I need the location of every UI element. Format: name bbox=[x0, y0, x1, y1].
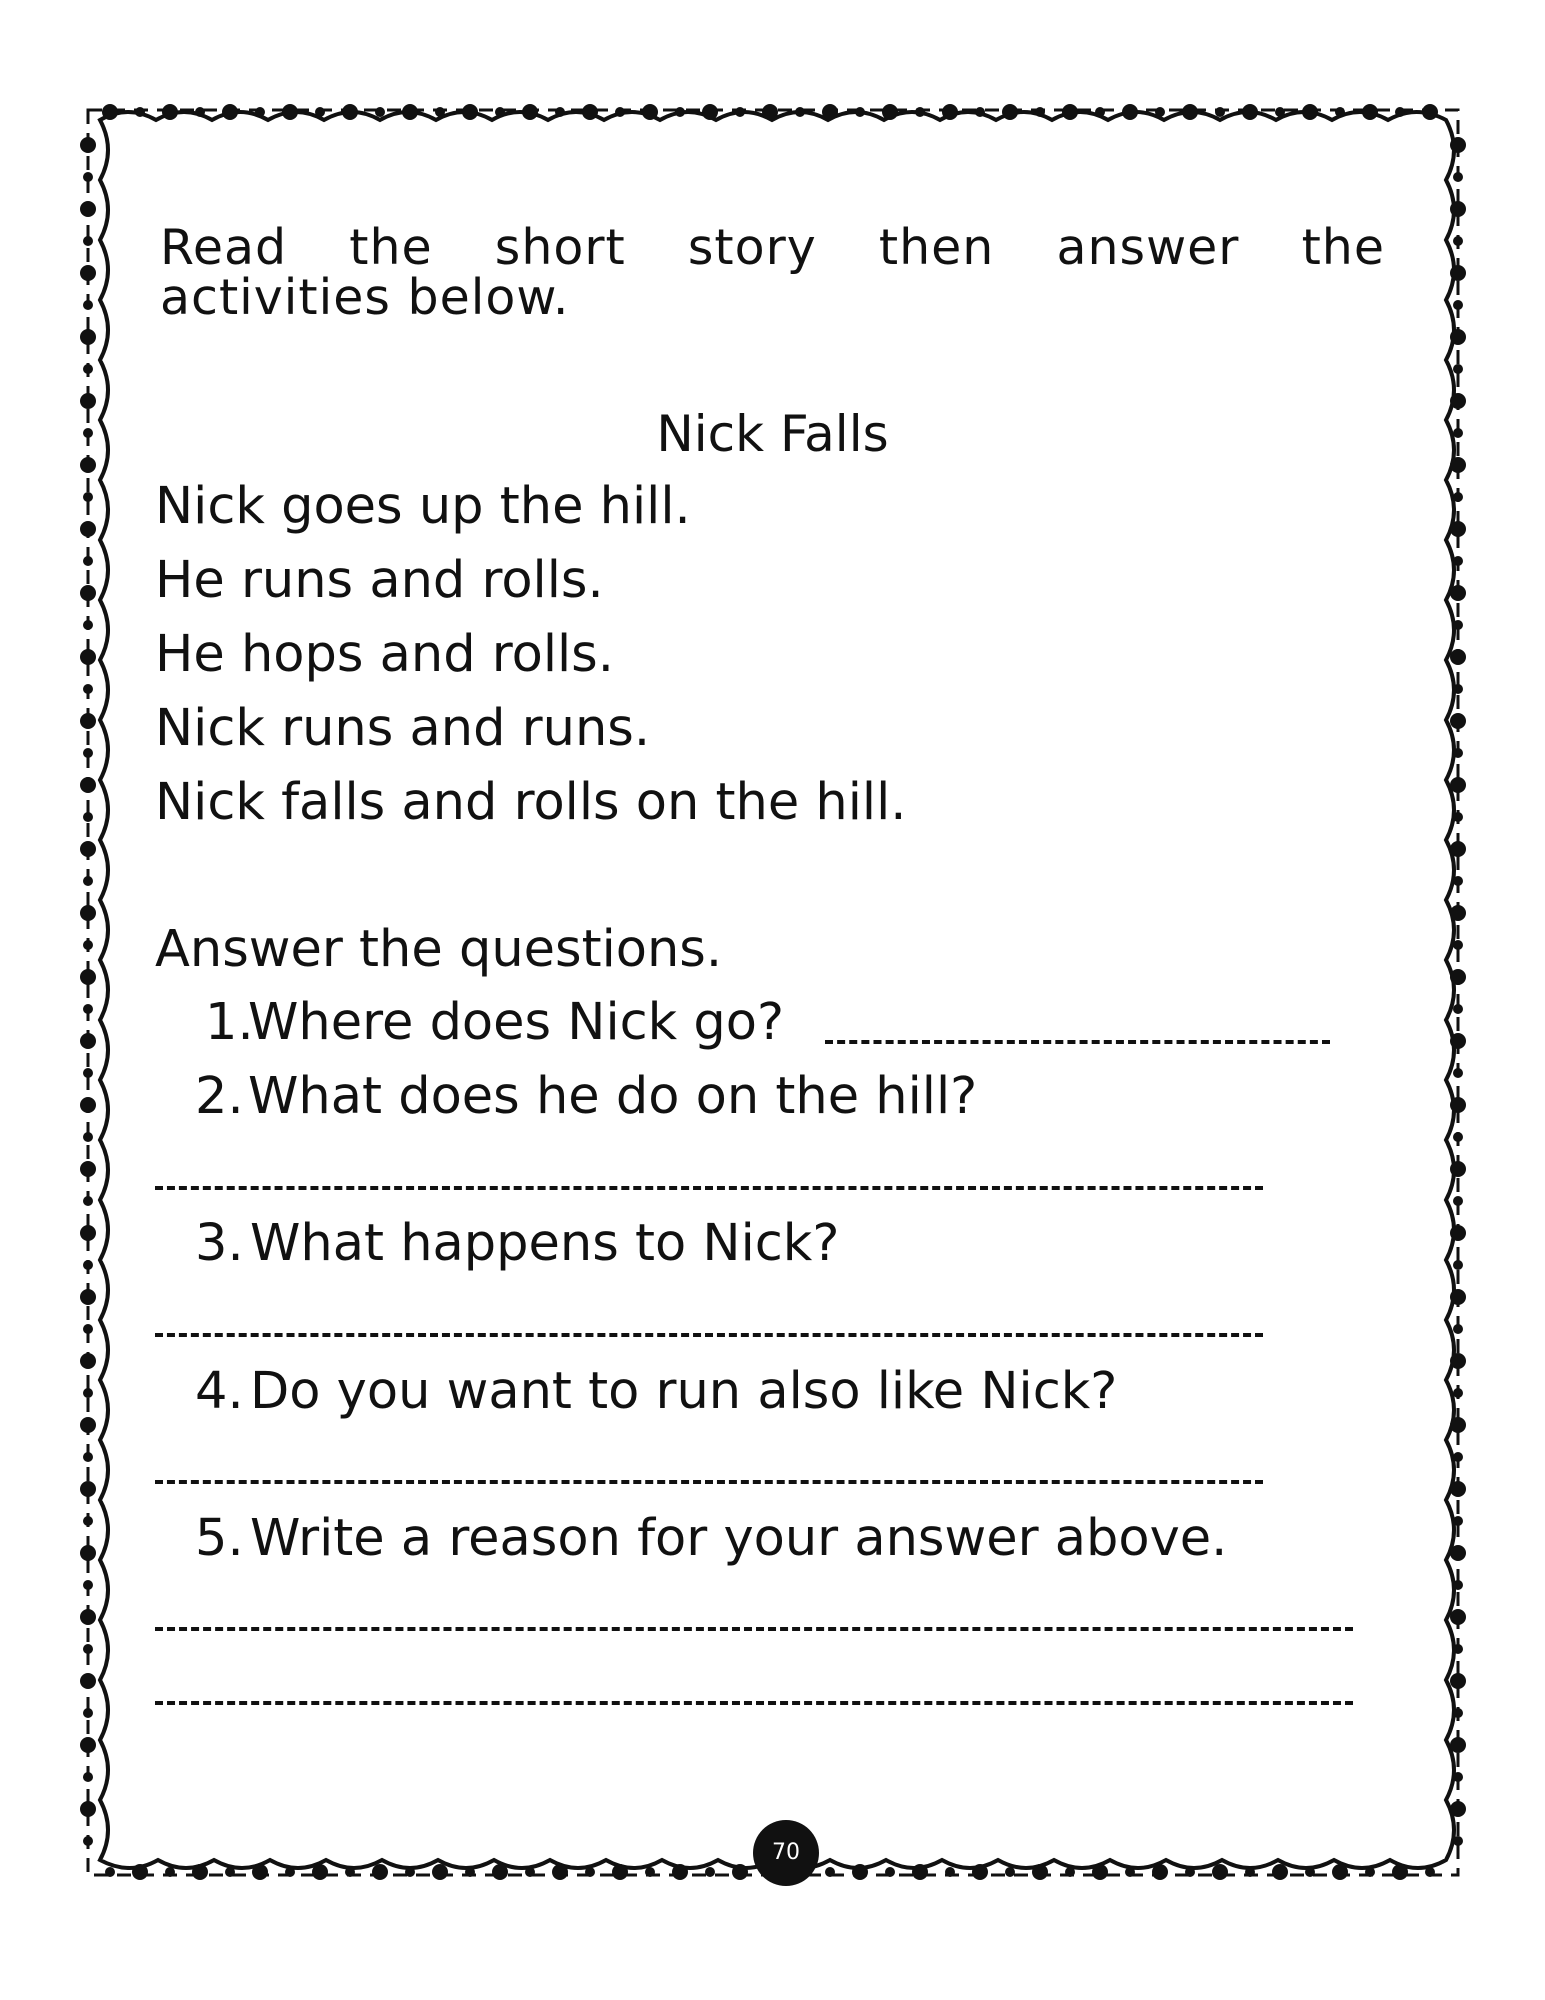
border-dot bbox=[1032, 1864, 1048, 1880]
story-line: He hops and rolls. bbox=[155, 625, 614, 684]
border-dot bbox=[552, 1864, 568, 1880]
border-dot bbox=[795, 107, 805, 117]
border-dot bbox=[1453, 1196, 1463, 1206]
border-dot bbox=[312, 1864, 328, 1880]
border-dot bbox=[1335, 107, 1345, 117]
border-dot bbox=[1450, 841, 1466, 857]
border-dot bbox=[1453, 1580, 1463, 1590]
border-dot bbox=[80, 201, 96, 217]
question-2-text: What does he do on the hill? bbox=[248, 1067, 978, 1126]
border-dot bbox=[80, 1289, 96, 1305]
border-dot bbox=[83, 1452, 93, 1462]
border-dot bbox=[1242, 104, 1258, 120]
border-wavy-line bbox=[100, 112, 1454, 1868]
border-dot bbox=[1453, 620, 1463, 630]
border-dot bbox=[1450, 1545, 1466, 1561]
border-dot bbox=[80, 329, 96, 345]
border-dot bbox=[80, 585, 96, 601]
border-dot bbox=[705, 1867, 715, 1877]
border-dot bbox=[1362, 104, 1378, 120]
border-dot bbox=[1422, 104, 1438, 120]
border-dot bbox=[342, 104, 358, 120]
border-dot bbox=[1450, 1033, 1466, 1049]
border-dot bbox=[83, 556, 93, 566]
border-dot bbox=[612, 1864, 628, 1880]
border-dot bbox=[432, 1864, 448, 1880]
border-dot bbox=[83, 1580, 93, 1590]
border-dot bbox=[1155, 107, 1165, 117]
border-dot bbox=[1065, 1867, 1075, 1877]
border-dot bbox=[492, 1864, 508, 1880]
border-dot bbox=[732, 1864, 748, 1880]
border-dot bbox=[1002, 104, 1018, 120]
border-dot bbox=[83, 1836, 93, 1846]
question-4-text: Do you want to run also like Nick? bbox=[250, 1362, 1118, 1421]
border-dot bbox=[80, 1225, 96, 1241]
question-2-number: 2. bbox=[195, 1067, 244, 1126]
border-dot bbox=[1395, 107, 1405, 117]
border-dot bbox=[282, 104, 298, 120]
answer-3-line[interactable] bbox=[155, 1333, 1263, 1337]
border-dot bbox=[1453, 940, 1463, 950]
border-dot bbox=[975, 107, 985, 117]
border-dot bbox=[195, 107, 205, 117]
border-dot bbox=[162, 104, 178, 120]
border-dot bbox=[83, 748, 93, 758]
border-dot bbox=[1152, 1864, 1168, 1880]
border-dot bbox=[972, 1864, 988, 1880]
border-dot bbox=[80, 1417, 96, 1433]
border-dot bbox=[1450, 777, 1466, 793]
border-dot bbox=[80, 1481, 96, 1497]
answer-2-line[interactable] bbox=[155, 1186, 1263, 1190]
border-dot bbox=[495, 107, 505, 117]
question-1-number: 1. bbox=[205, 993, 254, 1052]
page-number-badge: 70 bbox=[753, 1820, 819, 1886]
question-5-text: Write a reason for your answer above. bbox=[250, 1509, 1228, 1568]
border-dot bbox=[1450, 713, 1466, 729]
border-dot bbox=[1450, 1097, 1466, 1113]
border-dot bbox=[822, 104, 838, 120]
border-dot bbox=[1450, 1801, 1466, 1817]
border-dot bbox=[83, 1708, 93, 1718]
border-dot bbox=[83, 1260, 93, 1270]
border-dot bbox=[83, 620, 93, 630]
border-dot bbox=[1453, 1772, 1463, 1782]
border-dot bbox=[702, 104, 718, 120]
border-dot bbox=[1453, 1068, 1463, 1078]
border-dot bbox=[1212, 1864, 1228, 1880]
border-dot bbox=[80, 969, 96, 985]
border-dot bbox=[1092, 1864, 1108, 1880]
border-dot bbox=[1450, 1289, 1466, 1305]
story-title: Nick Falls bbox=[656, 405, 889, 463]
border-dot bbox=[1125, 1867, 1135, 1877]
border-dot bbox=[1453, 1452, 1463, 1462]
border-dot bbox=[83, 364, 93, 374]
border-dot bbox=[1450, 1417, 1466, 1433]
border-dot bbox=[1062, 104, 1078, 120]
border-dot bbox=[80, 1609, 96, 1625]
border-dot bbox=[80, 649, 96, 665]
border-dot bbox=[83, 236, 93, 246]
border-dot bbox=[80, 777, 96, 793]
border-dot bbox=[372, 1864, 388, 1880]
border-dot bbox=[1453, 684, 1463, 694]
border-dot bbox=[912, 1864, 928, 1880]
border-dot bbox=[1453, 812, 1463, 822]
border-dot bbox=[80, 1097, 96, 1113]
questions-heading: Answer the questions. bbox=[155, 920, 723, 979]
border-dot bbox=[83, 1324, 93, 1334]
instructions-line-2: activities below. bbox=[160, 269, 570, 326]
border-dot bbox=[83, 812, 93, 822]
border-dot bbox=[675, 107, 685, 117]
answer-5-line-2[interactable] bbox=[155, 1701, 1353, 1705]
border-dot bbox=[525, 1867, 535, 1877]
border-dot bbox=[83, 1004, 93, 1014]
border-dot bbox=[1392, 1864, 1408, 1880]
border-dot bbox=[1453, 1260, 1463, 1270]
border-dot bbox=[1272, 1864, 1288, 1880]
border-dot bbox=[83, 1196, 93, 1206]
instructions-line-1: Read the short story then answer the bbox=[160, 219, 1385, 276]
border-dot bbox=[1453, 1324, 1463, 1334]
story-line: Nick goes up the hill. bbox=[155, 477, 691, 536]
border-dots bbox=[80, 104, 1466, 1880]
border-dot bbox=[1453, 364, 1463, 374]
border-dot bbox=[80, 713, 96, 729]
border-dot bbox=[1425, 1867, 1435, 1877]
border-dot bbox=[1450, 1673, 1466, 1689]
border-dot bbox=[1095, 107, 1105, 117]
border-dot bbox=[735, 107, 745, 117]
border-dot bbox=[1185, 1867, 1195, 1877]
border-dot bbox=[83, 1132, 93, 1142]
border-dot bbox=[642, 104, 658, 120]
border-dot bbox=[1305, 1867, 1315, 1877]
border-dot bbox=[915, 107, 925, 117]
border-dot bbox=[80, 265, 96, 281]
border-dot bbox=[1450, 137, 1466, 153]
border-dot bbox=[1453, 876, 1463, 886]
border-dot bbox=[1453, 748, 1463, 758]
border-dot bbox=[1453, 300, 1463, 310]
border-dot bbox=[885, 1867, 895, 1877]
story-line: He runs and rolls. bbox=[155, 551, 604, 610]
border-dot bbox=[83, 1644, 93, 1654]
border-dot bbox=[83, 876, 93, 886]
border-dot bbox=[852, 1864, 868, 1880]
border-dot bbox=[83, 492, 93, 502]
border-dot bbox=[1450, 1609, 1466, 1625]
question-5-number: 5. bbox=[195, 1509, 244, 1568]
border-dot bbox=[585, 1867, 595, 1877]
border-dot bbox=[1245, 1867, 1255, 1877]
border-dot bbox=[1450, 1737, 1466, 1753]
answer-4-line[interactable] bbox=[155, 1480, 1263, 1484]
border-dot bbox=[435, 107, 445, 117]
border-dot bbox=[80, 841, 96, 857]
border-dot bbox=[1453, 1516, 1463, 1526]
border-dot bbox=[672, 1864, 688, 1880]
border-dot bbox=[1453, 492, 1463, 502]
story-line: Nick falls and rolls on the hill. bbox=[155, 773, 907, 832]
border-dot bbox=[762, 104, 778, 120]
border-dot bbox=[405, 1867, 415, 1877]
border-dot bbox=[1450, 649, 1466, 665]
border-dot bbox=[1450, 1353, 1466, 1369]
border-dot bbox=[855, 107, 865, 117]
border-dot bbox=[462, 104, 478, 120]
border-dot bbox=[1450, 521, 1466, 537]
border-dot bbox=[1453, 556, 1463, 566]
question-3-number: 3. bbox=[195, 1214, 244, 1273]
border-dot bbox=[1275, 107, 1285, 117]
border-dot bbox=[83, 1068, 93, 1078]
border-dot bbox=[882, 104, 898, 120]
border-dot bbox=[83, 172, 93, 182]
border-dot bbox=[1450, 329, 1466, 345]
answer-5-line-1[interactable] bbox=[155, 1627, 1353, 1631]
border-dot bbox=[80, 1161, 96, 1177]
border-dot bbox=[615, 107, 625, 117]
border-dot bbox=[80, 1545, 96, 1561]
border-dot bbox=[192, 1864, 208, 1880]
border-dot bbox=[1450, 585, 1466, 601]
border-dot bbox=[1005, 1867, 1015, 1877]
border-dot bbox=[80, 1353, 96, 1369]
border-dot bbox=[582, 104, 598, 120]
border-dot bbox=[135, 107, 145, 117]
border-dot bbox=[1332, 1864, 1348, 1880]
border-dot bbox=[1450, 201, 1466, 217]
border-dot bbox=[165, 1867, 175, 1877]
border-dot bbox=[83, 1772, 93, 1782]
border-dot bbox=[1182, 104, 1198, 120]
border-dot bbox=[402, 104, 418, 120]
border-dot bbox=[1453, 172, 1463, 182]
border-dot bbox=[942, 104, 958, 120]
border-dot bbox=[1450, 1161, 1466, 1177]
border-dot bbox=[465, 1867, 475, 1877]
question-1-text: Where does Nick go? bbox=[248, 993, 785, 1052]
border-dot bbox=[83, 1516, 93, 1526]
border-dot bbox=[252, 1864, 268, 1880]
border-dot bbox=[80, 1033, 96, 1049]
border-dot bbox=[1453, 1132, 1463, 1142]
border-dot bbox=[1450, 905, 1466, 921]
border-dot bbox=[105, 1867, 115, 1877]
border-dot bbox=[1453, 1388, 1463, 1398]
border-dot bbox=[80, 137, 96, 153]
border-dot bbox=[80, 905, 96, 921]
border-dot bbox=[1302, 104, 1318, 120]
border-dot bbox=[315, 107, 325, 117]
border-dot bbox=[83, 684, 93, 694]
border-dot bbox=[80, 1673, 96, 1689]
border-dot bbox=[1450, 1225, 1466, 1241]
border-dot bbox=[102, 104, 118, 120]
border-dot bbox=[522, 104, 538, 120]
border-dot bbox=[83, 1388, 93, 1398]
border-dot bbox=[945, 1867, 955, 1877]
border-dot bbox=[375, 107, 385, 117]
border-dot bbox=[1453, 1644, 1463, 1654]
border-dot bbox=[1365, 1867, 1375, 1877]
border-dot bbox=[225, 1867, 235, 1877]
story-line: Nick runs and runs. bbox=[155, 699, 651, 758]
border-dot bbox=[645, 1867, 655, 1877]
border-dot bbox=[80, 521, 96, 537]
border-dot bbox=[1450, 1481, 1466, 1497]
border-dot bbox=[132, 1864, 148, 1880]
border-dot bbox=[1450, 969, 1466, 985]
border-dot bbox=[825, 1867, 835, 1877]
border-dot bbox=[1122, 104, 1138, 120]
border-dot bbox=[222, 104, 238, 120]
border-dot bbox=[80, 1801, 96, 1817]
question-3-text: What happens to Nick? bbox=[250, 1214, 840, 1273]
border-dot bbox=[83, 940, 93, 950]
border-dot bbox=[1453, 236, 1463, 246]
border-dot bbox=[555, 107, 565, 117]
border-dot bbox=[83, 300, 93, 310]
question-4-number: 4. bbox=[195, 1362, 244, 1421]
border-dot bbox=[1453, 1708, 1463, 1718]
border-dot bbox=[1215, 107, 1225, 117]
border-dot bbox=[345, 1867, 355, 1877]
border-dot bbox=[1450, 265, 1466, 281]
border-dot bbox=[1035, 107, 1045, 117]
border-dot bbox=[255, 107, 265, 117]
border-dot bbox=[285, 1867, 295, 1877]
border-dot bbox=[80, 1737, 96, 1753]
border-dot bbox=[1453, 1836, 1463, 1846]
answer-1-line[interactable] bbox=[825, 1040, 1330, 1044]
border-dot bbox=[1453, 1004, 1463, 1014]
